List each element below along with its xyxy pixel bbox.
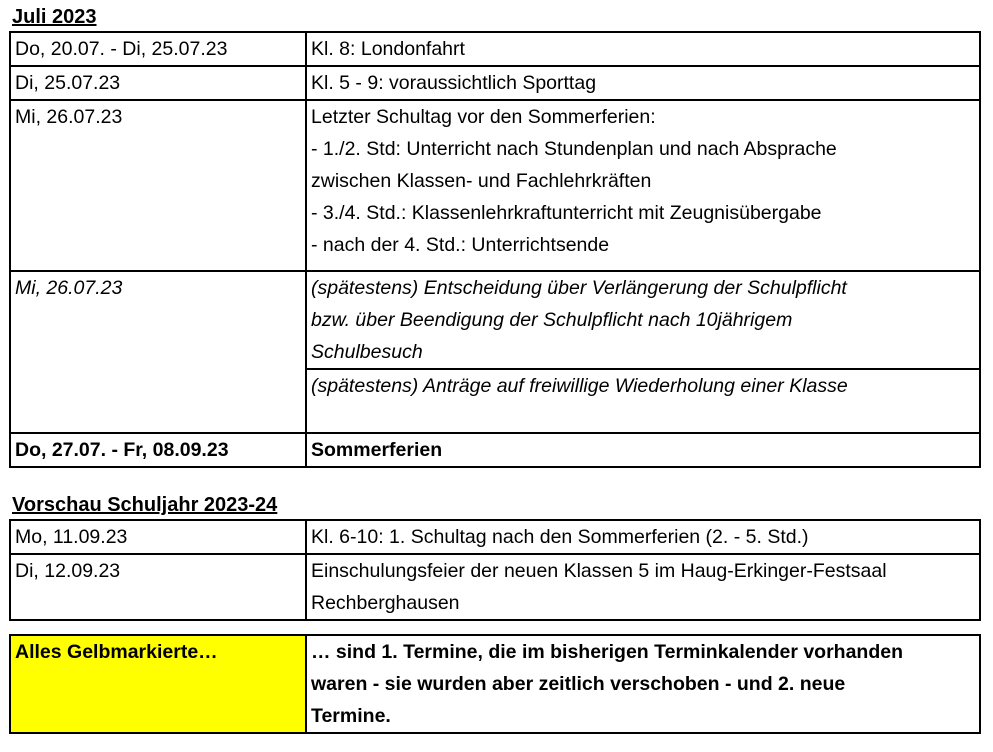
event-cell: Sommerferien [306,433,980,467]
date-cell: Mi, 26.07.23 [10,271,306,433]
heading-preview: Vorschau Schuljahr 2023-24 [12,494,278,516]
event-cell [306,271,980,369]
event-cell [306,100,980,271]
date-cell: Di, 25.07.23 [10,66,306,100]
preview-table [9,519,981,621]
table-row [10,554,980,620]
event-line: - 1./2. Std: Unterricht nach Stundenplan und nach Absprache [311,138,837,160]
event-line: zwischen Klassen- und Fachlehrkräften [311,170,652,192]
event-cell: Kl. 8: Londonfahrt [306,32,980,66]
event-line: Rechberghausen [311,592,460,614]
table-row [10,100,980,271]
event-line: - 3./4. Std.: Klassenlehrkraftunterricht mit Zeugnisübergabe [311,202,822,224]
legend-text [306,635,980,733]
date-cell: Mo, 11.09.23 [10,520,306,554]
event-line: Einschulungsfeier der neuen Klassen 5 im Haug-Erkinger-Festsaal [311,560,887,582]
legend-line: Termine. [311,705,391,727]
legend-label: Alles Gelbmarkierte… [10,635,306,733]
date-cell: Di, 12.09.23 [10,554,306,620]
date-cell: Mi, 26.07.23 [10,100,306,271]
date-cell: Do, 20.07. - Di, 25.07.23 [10,32,306,66]
table-row [10,271,980,369]
table-row [10,635,980,733]
event-cell [306,554,980,620]
event-line: Schulbesuch [311,341,423,363]
legend-table [9,634,981,734]
table-row [10,433,980,467]
event-line: bzw. über Beendigung der Schulpflicht nach 10jährigem [311,309,793,331]
legend-line: waren - sie wurden aber zeitlich verschoben - und 2. neue [311,673,846,695]
event-line: Letzter Schultag vor den Sommerferien: [311,106,656,128]
table-row [10,32,980,66]
date-cell: Do, 27.07. - Fr, 08.09.23 [10,433,306,467]
table-row [10,66,980,100]
heading-july: Juli 2023 [12,6,97,28]
legend-line: … sind 1. Termine, die im bisherigen Terminkalender vorhanden [311,641,904,663]
event-cell: Kl. 6-10: 1. Schultag nach den Sommerferien (2. - 5. Std.) [306,520,980,554]
event-cell: Kl. 5 - 9: voraussichtlich Sporttag [306,66,980,100]
event-line: (spätestens) Entscheidung über Verlängerung der Schulpflicht [311,277,847,299]
event-cell: (spätestens) Anträge auf freiwillige Wiederholung einer Klasse [306,369,980,433]
event-line: - nach der 4. Std.: Unterrichtsende [311,234,610,256]
july-table [9,31,981,468]
table-row [10,520,980,554]
